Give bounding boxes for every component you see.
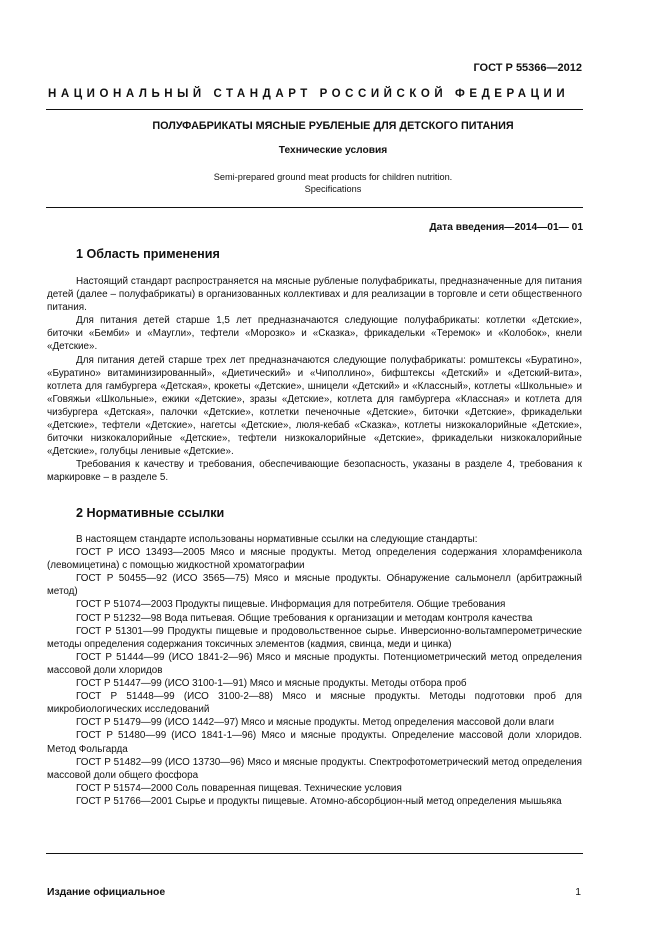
- reference-item: ГОСТ Р 51448—99 (ИСО 3100-2—88) Мясо и мясные продукты. Методы подготовки проб для микробиологических исследований: [47, 691, 582, 716]
- national-standard-banner: НАЦИОНАЛЬНЫЙ СТАНДАРТ РОССИЙСКОЙ ФЕДЕРАЦИИ: [48, 88, 570, 100]
- reference-item: ГОСТ Р 51574—2000 Соль поваренная пищевая. Технические условия: [76, 782, 402, 794]
- reference-item: ГОСТ Р 51232—98 Вода питьевая. Общие требования к организации и методам контроля качества: [76, 612, 533, 624]
- footer-divider: [46, 853, 583, 854]
- paragraph: Требования к качеству и требования, обеспечивающие безопасность, указаны в разделе 4, требования к маркировке – в разделе 5.: [47, 459, 582, 484]
- english-title: [46, 171, 620, 195]
- reference-item: ГОСТ Р 51482—99 (ИСО 13730—96) Мясо и мясные продукты. Спектрофотометрический метод определения массовой доли общего фосфора: [47, 756, 582, 781]
- reference-item: ГОСТ Р 51074—2003 Продукты пищевые. Информация для потребителя. Общие требования: [76, 599, 506, 611]
- header-divider: [46, 109, 583, 110]
- reference-item: ГОСТ Р 51444—99 (ИСО 1841-2—96) Мясо и мясные продукты. Потенциометрический метод определения массовой доли хлоридов: [47, 651, 582, 676]
- reference-item: ГОСТ Р 51301—99 Продукты пищевые и продовольственное сырье. Инверсионно-вольтамперометрические методы определения содержания токсичных элементов (кадмия, свинца, меди и цинка): [47, 625, 582, 650]
- reference-item: ГОСТ Р 51480—99 (ИСО 1841-1—96) Мясо и мясные продукты. Определение массовой доли хлоридов. Метод Фольгарда: [47, 730, 582, 755]
- english-title-line1: Semi-prepared ground meat products for children nutrition.: [213, 172, 453, 182]
- document-title: ПОЛУФАБРИКАТЫ МЯСНЫЕ РУБЛЕНЫЕ ДЛЯ ДЕТСКОГО ПИТАНИЯ: [152, 120, 514, 132]
- english-title-line2: Specifications: [304, 184, 362, 194]
- reference-item: ГОСТ Р 51447—99 (ИСО 3100-1—91) Мясо и мясные продукты. Методы отбора проб: [76, 678, 467, 690]
- reference-item: ГОСТ Р ИСО 13493—2005 Мясо и мясные продукты. Метод определения содержания хлорамфеникола (левомицетина) с помощью жидкостной хроматографии: [47, 547, 582, 572]
- section-1-heading: 1 Область применения: [76, 247, 220, 261]
- reference-item: ГОСТ Р 51479—99 (ИСО 1442—97) Мясо и мясные продукты. Метод определения массовой доли влаги: [76, 717, 554, 729]
- page-number: 1: [575, 887, 581, 898]
- reference-item: ГОСТ Р 51766—2001 Сырье и продукты пищевые. Атомно-абсорбцион-ный метод определения мышьяка: [76, 795, 562, 807]
- section-1-body: [47, 275, 582, 485]
- section-2-body: [47, 533, 582, 808]
- section-2-heading: 2 Нормативные ссылки: [76, 506, 225, 520]
- introduction-date: Дата введения—2014—01— 01: [429, 222, 583, 233]
- paragraph: Настоящий стандарт распространяется на мясные рубленые полуфабрикаты, предназначенные для питания детей (далее – полуфабрикаты) в организованных коллективах и для реализации в торговле и сети общественного питания.: [47, 276, 582, 314]
- reference-item: ГОСТ Р 50455—92 (ИСО 3565—75) Мясо и мясные продукты. Обнаружение сальмонелл (арбитражный метод): [47, 573, 582, 598]
- document-subtitle: Технические условия: [278, 145, 388, 156]
- paragraph: В настоящем стандарте использованы нормативные ссылки на следующие стандарты:: [76, 534, 478, 545]
- document-code: ГОСТ Р 55366—2012: [473, 62, 582, 74]
- edition-label: Издание официальное: [47, 887, 166, 898]
- paragraph: Для питания детей старше трех лет предназначаются следующие полуфабрикаты: ромштексы «Буратино», «Буратино» витаминизированный», «Диетический» и «Чиполлино», бифштексы «Детский» и «Детский-вита», котлета для гамбургера «Детская», крокеты «Детские», шницели «Детский» и «Классный», котлеты «Школьные» и «Говяжьи «Школьные», ежики «Детские», зразы «Детские», котлета для гамбургера «Классная» и котлета для чизбургера «Детская», палочки «Детские», котлетки печеночные «Детские», биточки «Детские», фрикадельки «Детские», тефтели «Детские», нагетсы «Детские», люля-кебаб «Сказка», котлеты низкокалорийные «Детские», биточки низкокалорийные «Детские», тефтели низкокалорийные «Детские», фрикадельки низкокалорийные «Детские», голубцы ленивые «Детские».: [47, 354, 582, 458]
- title-divider: [46, 207, 583, 208]
- paragraph: Для питания детей старше 1,5 лет предназначаются следующие полуфабрикаты: котлетки «Детские», биточки «Бемби» и «Маугли», тефтели «Морозко» и «Сказка», фрикадельки «Теремок» и «Колобок», кнели «Детские».: [47, 315, 582, 353]
